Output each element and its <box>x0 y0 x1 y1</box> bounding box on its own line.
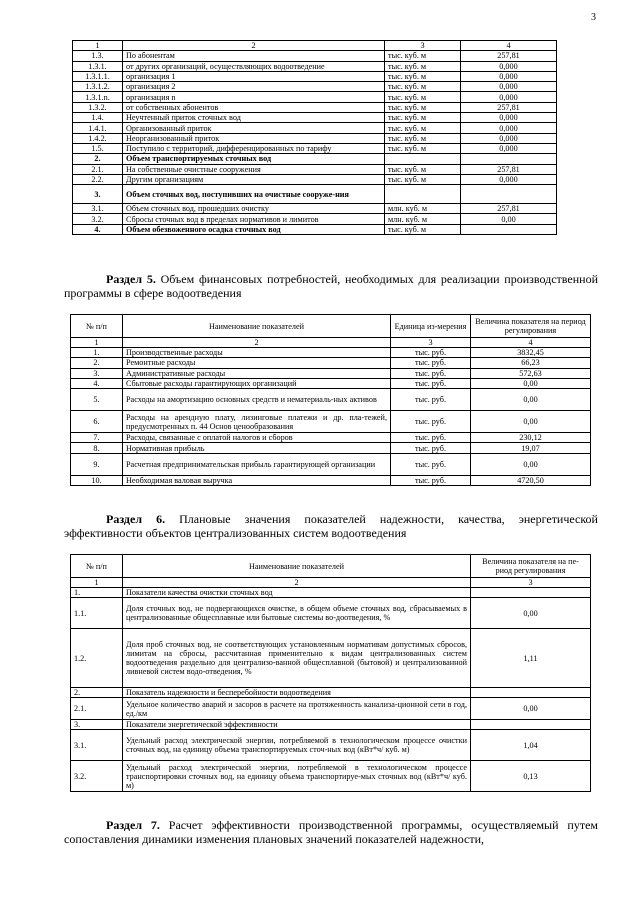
row-value: 0,000 <box>461 174 557 184</box>
row-unit: тыс. руб. <box>391 348 471 358</box>
row-value: 0,000 <box>461 71 557 81</box>
section-label: Раздел 6. <box>106 512 166 526</box>
col-index: 2 <box>123 41 385 51</box>
row-number: 3.1. <box>71 730 123 761</box>
row-name: Удельное количество аварий и засоров в расчете на протяженность канализа-ционной сети в год, ед./км <box>123 698 471 720</box>
row-unit: тыс. куб. м <box>385 102 461 112</box>
row-value <box>461 185 557 204</box>
header-unit: Единица из-мерения <box>391 315 471 338</box>
row-name: от собственных абонентов <box>123 102 385 112</box>
table-index-row <box>71 338 591 348</box>
table-row <box>73 82 557 92</box>
table-row <box>73 113 557 123</box>
row-name: от других организаций, осуществляющих водоотведение <box>123 61 385 71</box>
row-name: Удельный расход электрической энергии, потребляемой в технологическом процессе транспортировки сточных вод, на единицу объема транспортируе-мых сточных вод (кВт*ч/ куб. м) <box>123 761 471 792</box>
indicators-table <box>70 554 591 792</box>
row-unit: тыс. руб. <box>391 433 471 443</box>
row-value: 66,23 <box>471 358 591 368</box>
row-value: 0,00 <box>471 378 591 388</box>
row-number: 1.2. <box>71 629 123 688</box>
row-value: 1,04 <box>471 730 591 761</box>
table-row <box>71 358 591 368</box>
table-row <box>73 102 557 112</box>
row-unit: тыс. руб. <box>391 443 471 453</box>
section-7-heading <box>64 818 598 846</box>
row-name: Расходы на амортизацию основных средств и нематериаль-ных активов <box>123 389 391 411</box>
row-name: Сбросы сточных вод в пределах нормативов и лимитов <box>123 214 385 224</box>
table-row <box>71 730 591 761</box>
table-row <box>71 411 591 433</box>
table-row <box>71 453 591 475</box>
table-row <box>71 688 591 698</box>
page-number: 3 <box>591 12 596 23</box>
row-unit: тыс. руб. <box>391 411 471 433</box>
row-name: Расчетная предпринимательская прибыль гарантирующей организации <box>123 453 391 475</box>
row-value: 19,07 <box>471 443 591 453</box>
row-value: 0,000 <box>461 143 557 153</box>
col-index: 2 <box>123 338 391 348</box>
row-value: 230,12 <box>471 433 591 443</box>
row-unit: тыс. руб. <box>391 453 471 475</box>
table-row <box>71 378 591 388</box>
row-value: 0,00 <box>471 698 591 720</box>
table-header-row <box>71 555 591 578</box>
row-name: Расходы на арендную плату, лизинговые платежи и др. пла-тежей, предусмотренных п. 44 Основ ценообразования <box>123 411 391 433</box>
col-index: 2 <box>123 578 471 588</box>
row-value: 257,81 <box>461 204 557 214</box>
section-title: Расчет эффективности производственной программы, осуществляемый путем сопоставления динамики изменения плановых значений показателей надежности, <box>64 818 598 846</box>
row-number: 5. <box>71 389 123 411</box>
row-name: Производственные расходы <box>123 348 391 358</box>
row-unit: тыс. руб. <box>391 358 471 368</box>
table-row <box>73 51 557 61</box>
col-index: 1 <box>71 578 123 588</box>
row-number: 2. <box>73 154 123 164</box>
row-value <box>471 688 591 698</box>
row-unit: тыс. куб. м <box>385 82 461 92</box>
row-name: Объем обезвоженного осадка сточных вод <box>123 224 385 234</box>
section-label: Раздел 5. <box>106 272 156 286</box>
col-index: 1 <box>71 338 123 348</box>
row-number: 1.3.1.2. <box>73 82 123 92</box>
row-number: 1.3.1.1. <box>73 71 123 81</box>
row-number: 1.3.1.n. <box>73 92 123 102</box>
table-row <box>71 475 591 485</box>
table-row <box>71 698 591 720</box>
table-row <box>71 720 591 730</box>
table-row <box>73 92 557 102</box>
section-6-heading <box>64 512 598 540</box>
table-row <box>71 443 591 453</box>
header-num: № п/п <box>71 315 123 338</box>
row-unit: тыс. куб. м <box>385 71 461 81</box>
row-value: 257,81 <box>461 102 557 112</box>
row-unit: тыс. руб. <box>391 475 471 485</box>
row-value: 257,81 <box>461 164 557 174</box>
row-unit: млн. куб. м <box>385 214 461 224</box>
row-name: Поступило с территорий, дифференцированных по тарифу <box>123 143 385 153</box>
row-number: 2.1. <box>73 164 123 174</box>
table-header-row <box>73 41 557 51</box>
row-unit: млн. куб. м <box>385 204 461 214</box>
row-number: 3. <box>71 720 123 730</box>
row-name: организация 2 <box>123 82 385 92</box>
row-number: 1.4.1. <box>73 123 123 133</box>
row-value: 0,00 <box>471 598 591 629</box>
table-row <box>73 71 557 81</box>
table-row <box>71 389 591 411</box>
row-name: Показатель надежности и бесперебойности водоотведения <box>123 688 471 698</box>
row-name: Объем сточных вод, поступивших на очистные сооруже-ния <box>123 185 385 204</box>
financial-needs-table <box>70 314 591 486</box>
row-number: 2.2. <box>73 174 123 184</box>
header-name: Наименование показателей <box>123 555 471 578</box>
row-value: 0,000 <box>461 133 557 143</box>
row-number: 1.3.2. <box>73 102 123 112</box>
row-name: Объем транспортируемых сточных вод <box>123 154 385 164</box>
row-value: 0,000 <box>461 123 557 133</box>
row-unit: тыс. куб. м <box>385 92 461 102</box>
row-number: 1.5. <box>73 143 123 153</box>
row-value: 4720,50 <box>471 475 591 485</box>
row-value <box>471 720 591 730</box>
row-name: Удельный расход электрической энергии, потребляемой в технологическом процессе очистки сточных вод, на единицу объема транспортируемых сточ-ных вод (кВт*ч/ куб. м) <box>123 730 471 761</box>
row-unit: тыс. куб. м <box>385 133 461 143</box>
table-row <box>73 204 557 214</box>
table-row <box>73 154 557 164</box>
row-number: 2. <box>71 688 123 698</box>
row-number: 2.1. <box>71 698 123 720</box>
row-number: 1.3. <box>73 51 123 61</box>
row-name: Сбытовые расходы гарантирующих организаций <box>123 378 391 388</box>
row-name: Объем сточных вод, прошедших очистку <box>123 204 385 214</box>
table-row <box>73 164 557 174</box>
row-value: 1,11 <box>471 629 591 688</box>
table-row <box>73 61 557 71</box>
row-number: 3.2. <box>73 214 123 224</box>
row-value <box>461 154 557 164</box>
table-header-row <box>71 315 591 338</box>
row-number: 3.1. <box>73 204 123 214</box>
col-index: 4 <box>461 41 557 51</box>
row-name: Неучтенный приток сточных вод <box>123 113 385 123</box>
row-name: Необходимая валовая выручка <box>123 475 391 485</box>
row-value: 0,000 <box>461 61 557 71</box>
section-label: Раздел 7. <box>106 818 160 832</box>
col-index: 3 <box>471 578 591 588</box>
row-number: 3. <box>73 185 123 204</box>
row-name: На собственные очистные сооружения <box>123 164 385 174</box>
section-5-heading <box>64 272 598 300</box>
row-value: 572,63 <box>471 368 591 378</box>
row-unit: тыс. куб. м <box>385 61 461 71</box>
row-value: 0,000 <box>461 82 557 92</box>
row-unit: тыс. куб. м <box>385 164 461 174</box>
col-index: 3 <box>385 41 461 51</box>
row-value: 257,81 <box>461 51 557 61</box>
row-number: 2. <box>71 358 123 368</box>
row-number: 1.4.2. <box>73 133 123 143</box>
row-name: Доля проб сточных вод, не соответствующих установленным нормативам допустимых сбросов, лимитам на сбросы, рассчитанная применительно к видам централизованных систем водоотведения раздельно для централизо-ванной общесплавной (бытовой) и централизованной ливневой систем водо-отведения, % <box>123 629 471 688</box>
row-name: Неорганизованный приток <box>123 133 385 143</box>
row-name: Другим организациям <box>123 174 385 184</box>
table-row <box>73 224 557 234</box>
row-value: 0,13 <box>471 761 591 792</box>
col-index: 1 <box>73 41 123 51</box>
row-number: 1.4. <box>73 113 123 123</box>
table-row <box>73 214 557 224</box>
row-number: 1.1. <box>71 598 123 629</box>
row-unit: тыс. руб. <box>391 378 471 388</box>
row-number: 3.2. <box>71 761 123 792</box>
row-unit: тыс. куб. м <box>385 174 461 184</box>
row-value: 3832,45 <box>471 348 591 358</box>
table-row <box>73 123 557 133</box>
table-row <box>73 185 557 204</box>
header-name: Наименование показателей <box>123 315 391 338</box>
row-number: 4. <box>71 378 123 388</box>
row-number: 3. <box>71 368 123 378</box>
table-index-row <box>71 578 591 588</box>
col-index: 3 <box>391 338 471 348</box>
table-row <box>71 598 591 629</box>
table-row <box>73 133 557 143</box>
row-name: Показатели энергетической эффективности <box>123 720 471 730</box>
row-unit: тыс. руб. <box>391 368 471 378</box>
row-unit <box>385 185 461 204</box>
table-row <box>71 348 591 358</box>
row-unit: тыс. куб. м <box>385 113 461 123</box>
row-name: Организованный приток <box>123 123 385 133</box>
row-name: Нормативная прибыль <box>123 443 391 453</box>
row-number: 1. <box>71 588 123 598</box>
row-unit: тыс. куб. м <box>385 143 461 153</box>
row-number: 7. <box>71 433 123 443</box>
row-value: 0,00 <box>471 453 591 475</box>
row-unit <box>385 154 461 164</box>
row-value: 0,00 <box>471 411 591 433</box>
row-name: Доля сточных вод, не подвергающихся очистке, в общем объеме сточных вод, сбрасываемых в централизованные общесплавные или бытовые системы во-доотведения, % <box>123 598 471 629</box>
row-name: организация 1 <box>123 71 385 81</box>
section-title: Объем финансовых потребностей, необходимых для реализации производственной программы в сфере водоотведения <box>64 272 598 300</box>
section-title: Плановые значения показателей надежности, качества, энергетической эффективности объектов централизованных систем водоотведения <box>64 512 598 540</box>
header-num: № п/п <box>71 555 123 578</box>
row-number: 6. <box>71 411 123 433</box>
row-number: 8. <box>71 443 123 453</box>
header-value: Величина показателя на период регулирования <box>471 315 591 338</box>
wastewater-volume-table <box>72 40 557 235</box>
row-number: 1. <box>71 348 123 358</box>
row-unit: тыс. куб. м <box>385 123 461 133</box>
row-name: Ремонтные расходы <box>123 358 391 368</box>
table-row <box>73 174 557 184</box>
row-unit: тыс. руб. <box>391 389 471 411</box>
row-name: По абонентам <box>123 51 385 61</box>
row-value <box>461 224 557 234</box>
row-value: 0,000 <box>461 113 557 123</box>
row-unit: тыс. куб. м <box>385 224 461 234</box>
table-row <box>73 143 557 153</box>
row-name: Административные расходы <box>123 368 391 378</box>
row-name: Расходы, связанные с оплатой налогов и сборов <box>123 433 391 443</box>
row-value <box>471 588 591 598</box>
header-value: Величина показателя на пе-риод регулирования <box>471 555 591 578</box>
row-value: 0,00 <box>461 214 557 224</box>
col-index: 4 <box>471 338 591 348</box>
row-value: 0,00 <box>471 389 591 411</box>
row-number: 1.3.1. <box>73 61 123 71</box>
table-row <box>71 761 591 792</box>
row-name: организация n <box>123 92 385 102</box>
row-number: 4. <box>73 224 123 234</box>
table-row <box>71 433 591 443</box>
row-number: 9. <box>71 453 123 475</box>
row-number: 10. <box>71 475 123 485</box>
row-value: 0,000 <box>461 92 557 102</box>
table-row <box>71 368 591 378</box>
row-unit: тыс. куб. м <box>385 51 461 61</box>
table-row <box>71 588 591 598</box>
row-name: Показатели качества очистки сточных вод <box>123 588 471 598</box>
table-row <box>71 629 591 688</box>
